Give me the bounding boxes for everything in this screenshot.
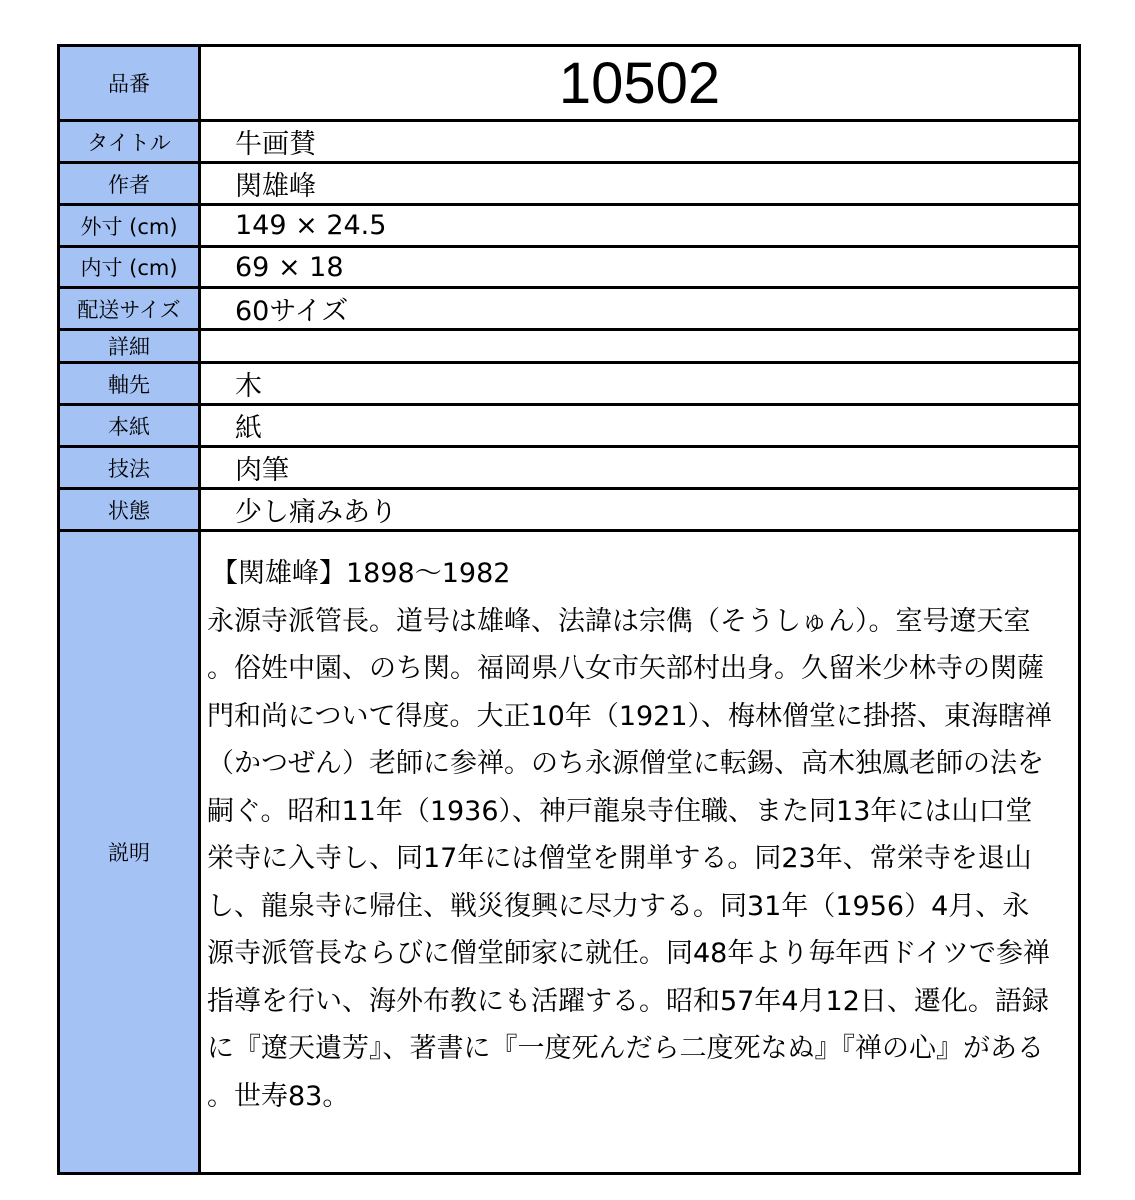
row-author — [59, 163, 1080, 205]
roller-end-label: 軸先 — [59, 363, 200, 405]
condition-value: 少し痛みあり — [200, 489, 1080, 531]
outer-size-value: 149 × 24.5 — [200, 205, 1080, 247]
author-label: 作者 — [59, 163, 200, 205]
row-shipping-size — [59, 288, 1080, 330]
row-title — [59, 121, 1080, 163]
description-label: 説明 — [59, 531, 200, 1174]
row-roller-end — [59, 363, 1080, 405]
details-value — [200, 330, 1080, 363]
item-number-value: 10502 — [200, 46, 1080, 121]
row-inner-size — [59, 247, 1080, 288]
description-value — [200, 531, 1080, 1174]
technique-label: 技法 — [59, 447, 200, 489]
row-item-number — [59, 46, 1080, 121]
row-details — [59, 330, 1080, 363]
condition-label: 状態 — [59, 489, 200, 531]
item-spec-table — [57, 44, 1081, 1175]
row-outer-size — [59, 205, 1080, 247]
row-description — [59, 531, 1080, 1174]
shipping-size-value: 60サイズ — [200, 288, 1080, 330]
shipping-size-label: 配送サイズ — [59, 288, 200, 330]
roller-end-value: 木 — [200, 363, 1080, 405]
details-label: 詳細 — [59, 330, 200, 363]
base-material-label: 本紙 — [59, 405, 200, 447]
base-material-value: 紙 — [200, 405, 1080, 447]
technique-value: 肉筆 — [200, 447, 1080, 489]
description-heading: 【関雄峰】1898〜1982 — [211, 558, 511, 589]
inner-size-label: 内寸 (cm) — [59, 247, 200, 288]
title-value: 牛画賛 — [200, 121, 1080, 163]
row-condition — [59, 489, 1080, 531]
row-base-material — [59, 405, 1080, 447]
outer-size-label: 外寸 (cm) — [59, 205, 200, 247]
author-value: 関雄峰 — [200, 163, 1080, 205]
title-label: タイトル — [59, 121, 200, 163]
inner-size-value: 69 × 18 — [200, 247, 1080, 288]
row-technique — [59, 447, 1080, 489]
description-body: 永源寺派管長。道号は雄峰、法諱は宗儁（そうしゅん）。室号遼天室。俗姓中園、のち関。福岡県八女市矢部村出身。久留米少林寺の関薩門和尚について得度。大正10年（1921）、梅林僧堂に掛搭、東海瞎禅（かつぜん）老師に参禅。のち永源僧堂に転錫、高木独鳳老師の法を嗣ぐ。昭和11年（1936）、神戸龍泉寺住職、また同13年には山口堂栄寺に入寺し、同17年には僧堂を開単する。同23年、常栄寺を退山し、龍泉寺に帰住、戦災復興に尽力する。同31年（1956）4月、永源寺派管長ならびに僧堂師家に就任。同48年より毎年西ドイツで参禅指導を行い、海外布教にも活躍する。昭和57年4月12日、遷化。語録に『遼天遺芳』、著書に『一度死んだら二度死なぬ』『禅の心』がある。世寿83。 — [207, 605, 1053, 1112]
item-number-label: 品番 — [59, 46, 200, 121]
